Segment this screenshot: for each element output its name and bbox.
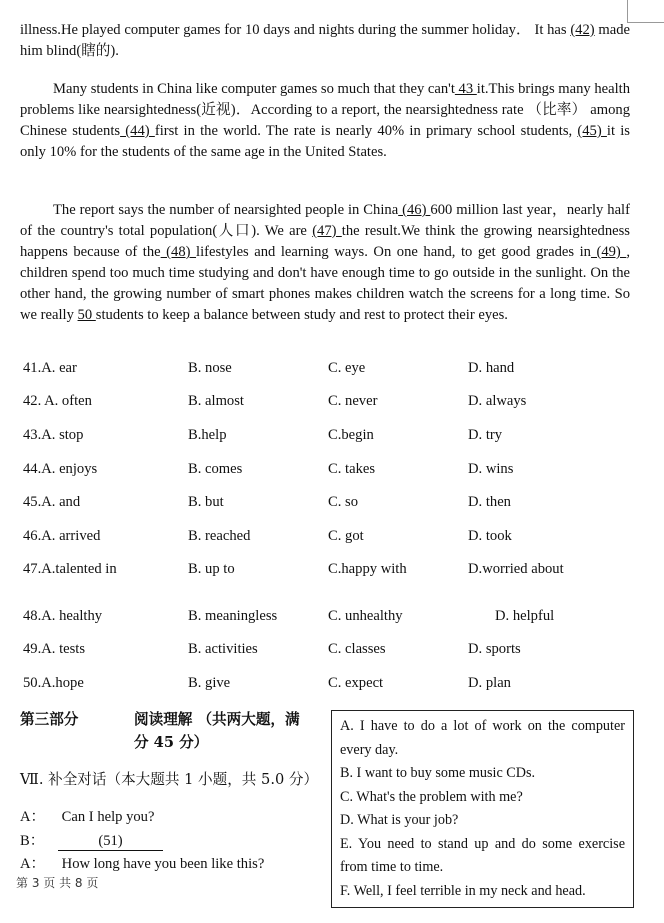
answer-blank[interactable]: (49) — [590, 244, 627, 260]
speaker-label: A： — [20, 809, 46, 825]
option-c[interactable]: C. so — [328, 494, 359, 510]
page-corner-mark — [627, 0, 664, 23]
choice-d: D. What is your job? — [340, 812, 459, 828]
passage-paragraph-1 — [20, 20, 630, 62]
option-row — [23, 393, 643, 415]
option-row — [23, 675, 643, 697]
choice-f: F. Well, I feel terrible in my neck and head. — [340, 882, 586, 899]
passage-text: it.This brings many health problems like nearsightedness(近视)．According to a report, the nearsightedness rate （比率） among Chinese students — [20, 81, 631, 139]
answer-blank-51[interactable]: (51) — [58, 833, 163, 851]
option-c[interactable]: C.happy with — [328, 561, 407, 577]
passage-paragraph-3 — [20, 200, 630, 326]
choices-box — [331, 710, 634, 908]
passage-text: illness.He played computer games for 10 days and nights during the summer holiday． It has — [20, 22, 571, 38]
option-d[interactable]: D. helpful — [495, 608, 555, 624]
option-row — [23, 360, 643, 382]
option-d[interactable]: D. plan — [468, 675, 511, 691]
option-c[interactable]: C. never — [328, 393, 378, 409]
option-a[interactable]: 42. A. often — [23, 393, 92, 409]
answer-blank[interactable]: (45) — [577, 123, 607, 139]
option-a[interactable]: 46.A. arrived — [23, 528, 101, 544]
option-b[interactable]: B.help — [188, 427, 227, 443]
option-d[interactable]: D. sports — [468, 641, 521, 657]
answer-blank[interactable]: (46) — [398, 202, 431, 218]
option-b[interactable]: B. give — [188, 675, 231, 691]
answer-blank[interactable]: 43 — [454, 81, 477, 97]
option-b[interactable]: B. almost — [188, 393, 244, 409]
passage-text: , children spend too much time studying and don't have enough time to go outside in the sunlight. On the other hand, the growing number of smart phones makes children watch the screens for a long time. So we really — [20, 244, 630, 323]
option-row — [23, 494, 643, 516]
option-b[interactable]: B. nose — [188, 360, 232, 376]
passage-text: lifestyles and learning ways. On one hand, to get good grades in — [196, 244, 591, 260]
dialogue-text: How long have you been like this? — [58, 856, 265, 872]
dialogue-line-2 — [20, 829, 163, 851]
option-d[interactable]: D. try — [468, 427, 503, 443]
passage-paragraph-2 — [20, 79, 630, 163]
speaker-label: B： — [20, 833, 45, 849]
choice-b: B. I want to buy some music CDs. — [340, 765, 536, 781]
option-c[interactable]: C. takes — [328, 461, 376, 477]
passage-text: Many students in China like computer games so much that they can't — [53, 81, 455, 97]
option-a[interactable]: 47.A.talented in — [23, 561, 117, 577]
option-d[interactable]: D. then — [468, 494, 511, 510]
option-d[interactable]: D. wins — [468, 461, 514, 477]
option-a[interactable]: 50.A.hope — [23, 675, 84, 691]
option-row — [23, 561, 643, 583]
answer-blank[interactable]: (42) — [570, 22, 595, 38]
page-footer: 第 3 页 共 8 页 — [16, 876, 99, 890]
option-a[interactable]: 43.A. stop — [23, 427, 84, 443]
section-3-title-line-1: 阅读理解 （共两大题，满 — [134, 711, 300, 728]
option-c[interactable]: C. classes — [328, 641, 386, 657]
option-row — [23, 461, 643, 483]
option-c[interactable]: C. eye — [328, 360, 366, 376]
option-b[interactable]: B. meaningless — [188, 608, 278, 624]
option-c[interactable]: C. expect — [328, 675, 384, 691]
dialogue-line-1 — [20, 805, 154, 826]
answer-blank[interactable]: (48) — [160, 244, 197, 260]
option-row — [23, 608, 643, 630]
section-3-title-line-2: 分 45 分） — [134, 734, 209, 751]
option-a[interactable]: 44.A. enjoys — [23, 461, 98, 477]
answer-blank[interactable]: 50 — [77, 307, 96, 323]
answer-blank[interactable]: (44) — [120, 123, 155, 139]
option-d[interactable]: D.worried about — [468, 561, 564, 577]
option-a[interactable]: 45.A. and — [23, 494, 81, 510]
passage-text: made him blind(瞎的). — [20, 22, 630, 59]
section-7-heading: Ⅶ. 补全对话（本大题共 1 小题，共 5.0 分） — [20, 771, 319, 788]
passage-text: students to keep a balance between study and rest to protect their eyes. — [95, 307, 508, 323]
option-d[interactable]: D. always — [468, 393, 527, 409]
option-c[interactable]: C. got — [328, 528, 364, 544]
option-c[interactable]: C. unhealthy — [328, 608, 403, 624]
choice-a: A. I have to do a lot of work on the computer every day. — [340, 718, 625, 758]
passage-text: first in the world. The rate is nearly 40% in primary school students, — [154, 123, 578, 139]
passage-text: The report says the number of nearsighted people in China — [53, 202, 399, 218]
option-c[interactable]: C.begin — [328, 427, 374, 443]
speaker-label: A： — [20, 856, 46, 872]
passage-text: the result.We think the growing nearsightedness happens because of the — [20, 223, 630, 260]
passage-text: it is only 10% for the students of the same age in the United States. — [20, 123, 630, 160]
option-row — [23, 641, 643, 663]
choice-e: E. You need to stand up and do some exercise from time to time. — [340, 835, 625, 875]
option-d[interactable]: D. took — [468, 528, 512, 544]
option-b[interactable]: B. but — [188, 494, 224, 510]
choice-c: C. What's the problem with me? — [340, 788, 523, 805]
dialogue-line-3 — [20, 852, 264, 873]
option-d[interactable]: D. hand — [468, 360, 515, 376]
option-b[interactable]: B. reached — [188, 528, 251, 544]
option-b[interactable]: B. activities — [188, 641, 258, 657]
answer-blank[interactable]: (47) — [312, 223, 342, 239]
option-row — [23, 427, 643, 449]
option-b[interactable]: B. up to — [188, 561, 235, 577]
option-row — [23, 528, 643, 550]
passage-text: 600 million last year，nearly half of the country's total population(人口). We are — [20, 202, 630, 239]
section-3-part-label: 第三部分 — [20, 711, 79, 728]
option-b[interactable]: B. comes — [188, 461, 243, 477]
option-a[interactable]: 48.A. healthy — [23, 608, 103, 624]
option-a[interactable]: 41.A. ear — [23, 360, 77, 376]
option-a[interactable]: 49.A. tests — [23, 641, 86, 657]
dialogue-text: Can I help you? — [58, 809, 155, 825]
